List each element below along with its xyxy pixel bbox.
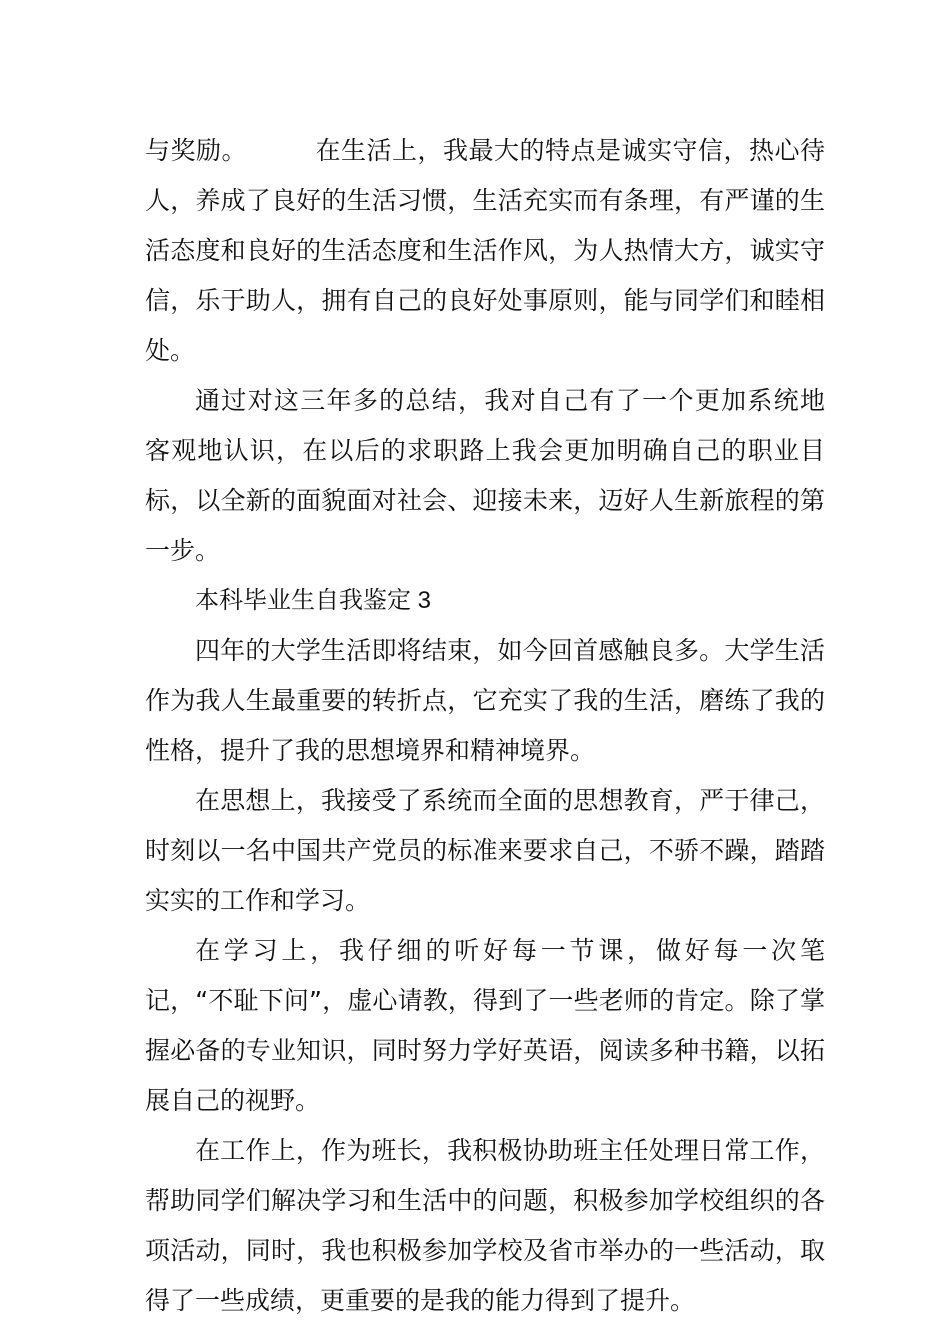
paragraph-intro: 四年的大学生活即将结束，如今回首感触良多。大学生活作为我人生最重要的转折点，它充实了我的生活，磨练了我的性格，提升了我的思想境界和精神境界。	[145, 636, 825, 765]
document-body	[145, 126, 825, 1326]
paragraph-life-text: 在生活上，我最大的特点是诚实守信，热心待人，养成了良好的生活习惯，生活充实而有条理，有严谨的生活态度和良好的生活态度和生活作风，为人热情大方，诚实守信，乐于助人，拥有自己的良好处事原则，能与同学们和睦相处。	[145, 136, 825, 365]
paragraph-study: 在学习上，我仔细的听好每一节课，做好每一次笔记，“不耻下问”，虚心请教，得到了一些老师的肯定。除了掌握必备的专业知识，同时努力学好英语，阅读多种书籍，以拓展自己的视野。	[145, 936, 825, 1115]
section-heading: 本科毕业生自我鉴定 3	[195, 587, 432, 614]
paragraph-continuation: 与奖励。	[145, 136, 247, 165]
paragraph-work: 在工作上，作为班长，我积极协助班主任处理日常工作，帮助同学们解决学习和生活中的问题，积极参加学校组织的各项活动，同时，我也积极参加学校及省市举办的一些活动，取得了一些成绩，更重要的是我的能力得到了提升。	[145, 1136, 825, 1315]
paragraph-life	[145, 126, 825, 376]
paragraph-summary: 通过对这三年多的总结，我对自己有了一个更加系统地 客观地认识，在以后的求职路上我会更加明确自己的职业目标，以全新的面貌面对社会、迎接未来，迈好人生新旅程的第一步。	[145, 386, 825, 565]
paragraph-thought: 在思想上，我接受了系统而全面的思想教育，严于律己，时刻以一名中国共产党员的标准来要求自己，不骄不躁，踏踏实实的工作和学习。	[145, 786, 825, 915]
